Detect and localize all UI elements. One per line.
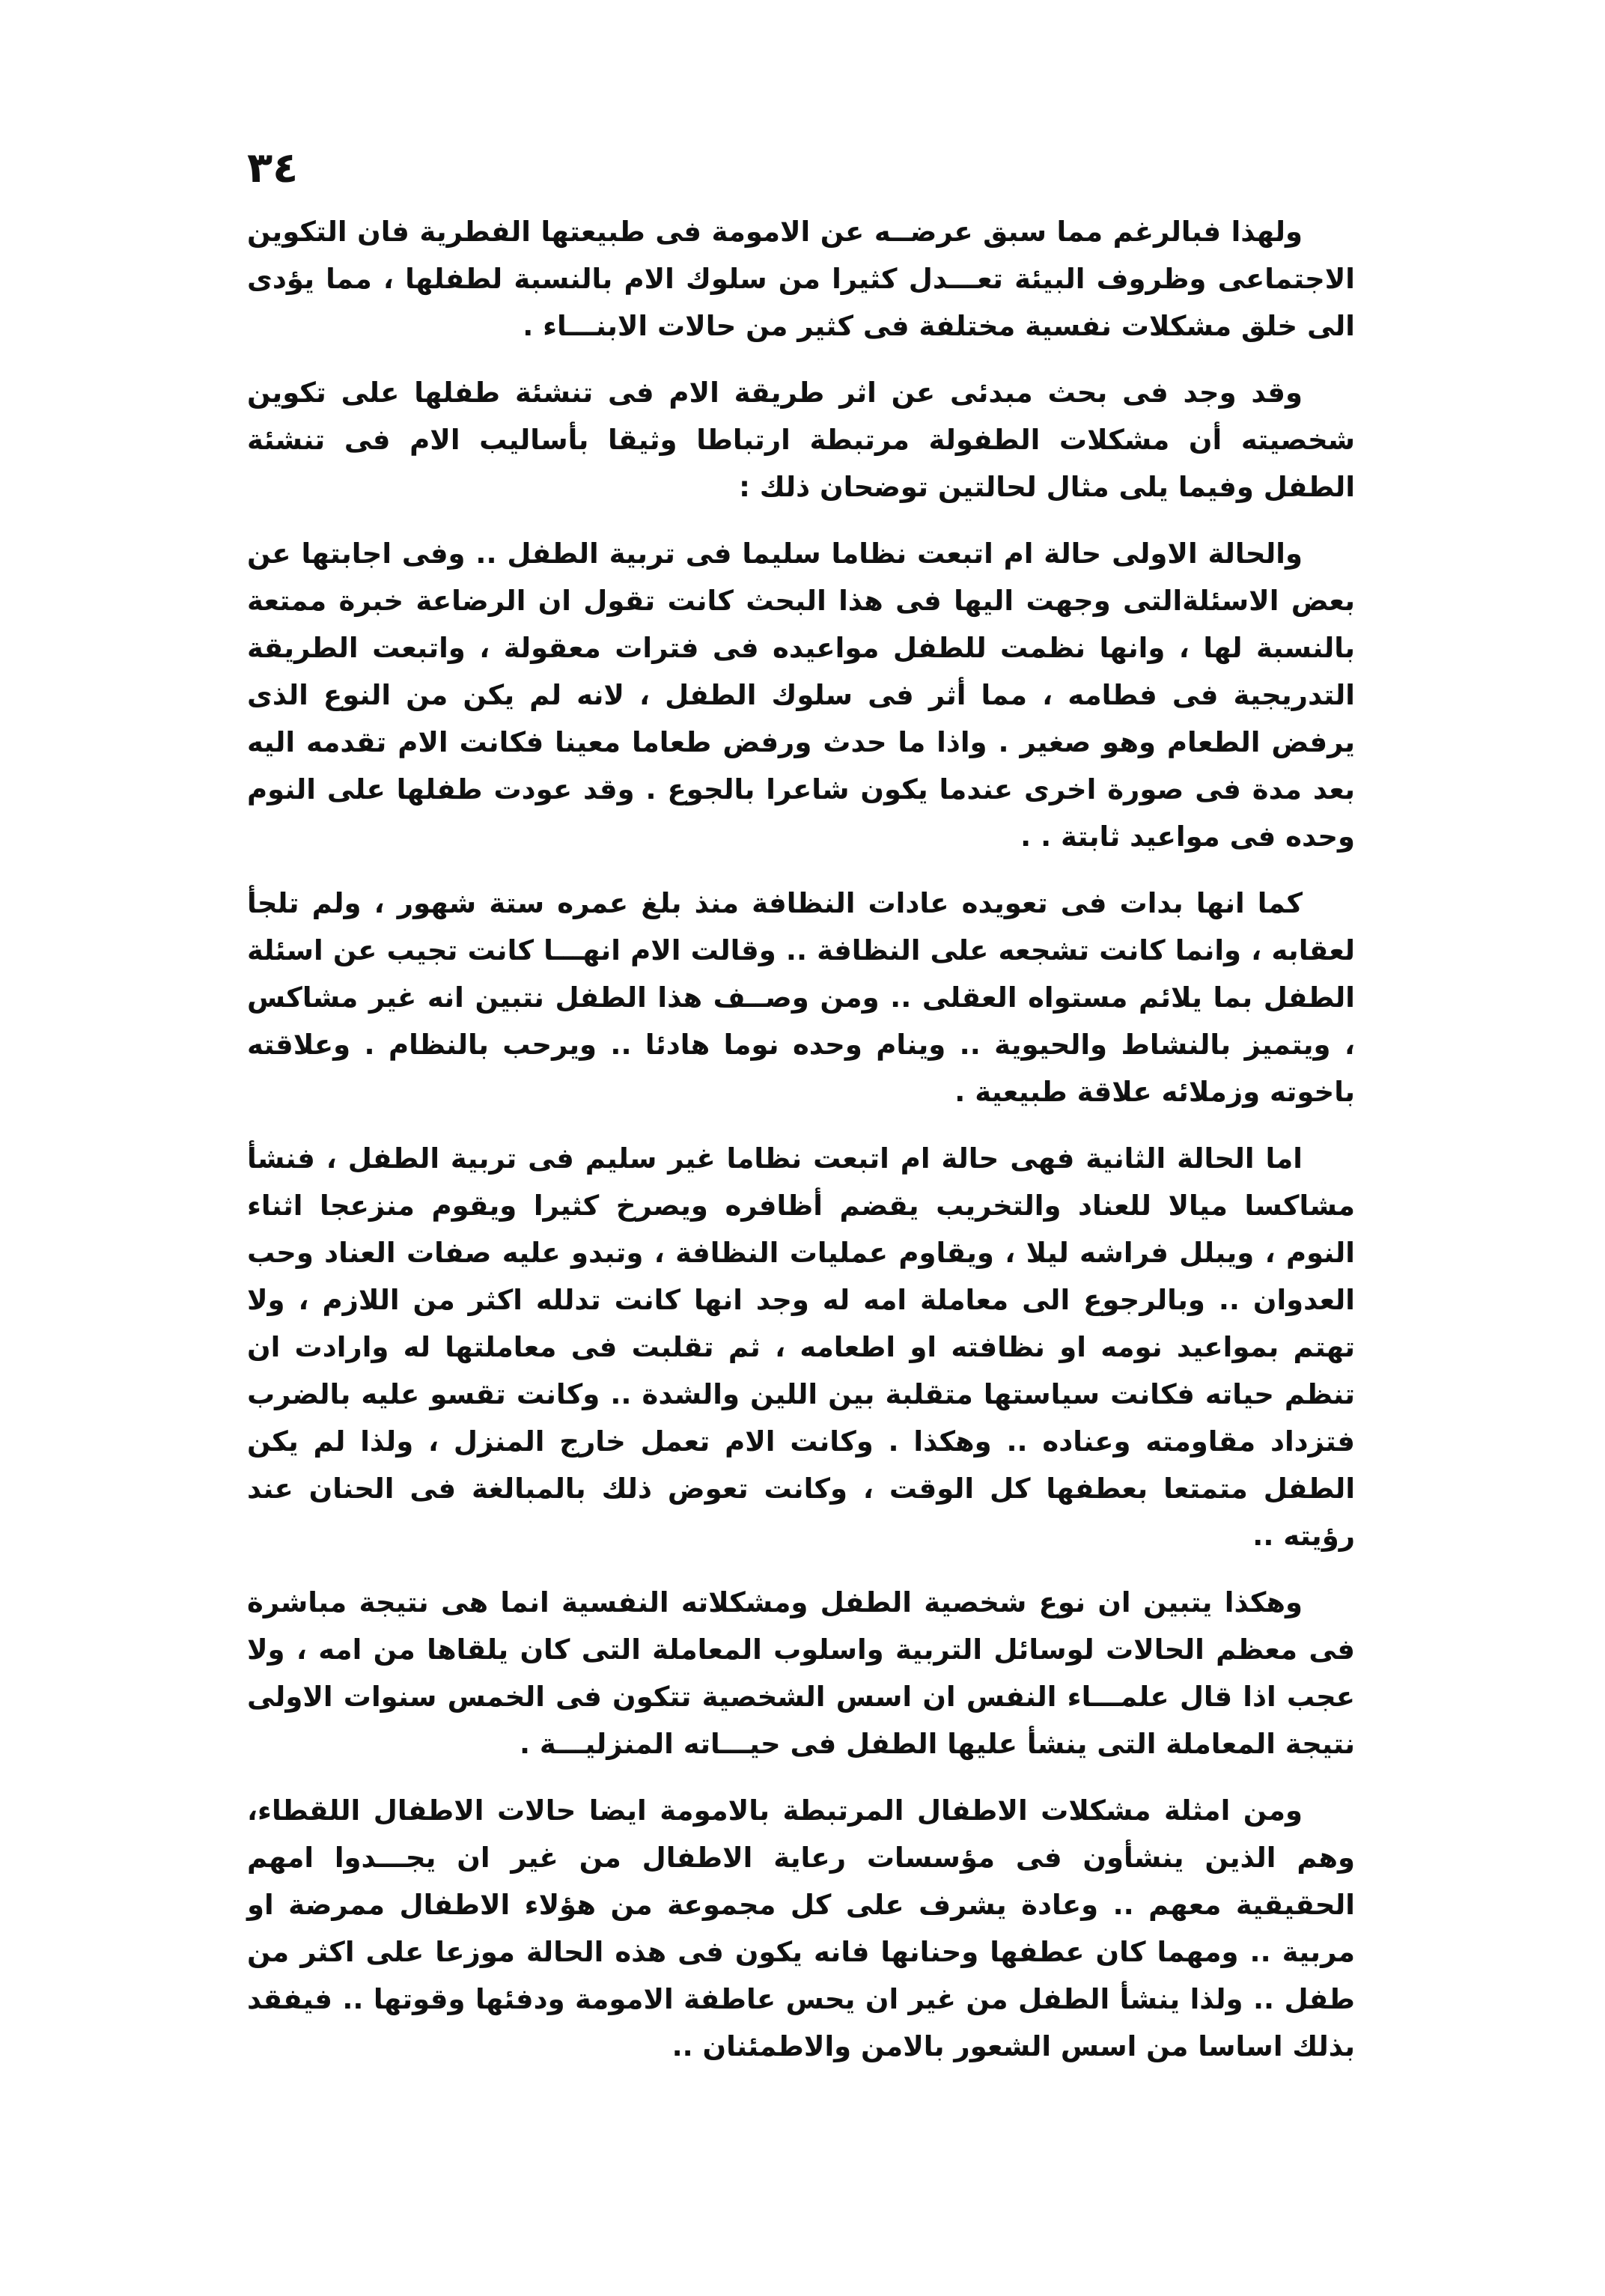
- paragraph-7: ومن امثلة مشكلات الاطفال المرتبطة بالامومة ايضا حالات الاطفال اللقطاء، وهم الذين ينشأون فى مؤسسات رعاية الاطفال من غير ان يجـــدوا امهم الحقيقية معهم .. وعادة يشرف على كل مجموعة من هؤلاء الاطفال ممرضة او مربية .. ومهما كان عطفها وحنانها فانه يكون فى هذه الحالة موزعا على اكثر من طفل .. ولذا ينشأ الطفل من غير ان يحس عاطفة الامومة ودفئها وقوتها .. فيفقد بذلك اساسا من اسس الشعور بالامن والاطمئنان ..: [247, 1794, 1355, 2062]
- paragraph-2: وقد وجد فى بحث مبدئى عن اثر طريقة الام فى تنشئة طفلها على تكوين شخصيته أن مشكلات الطفولة مرتبطة ارتباطا وثيقا بأساليب الام فى تنشئة الطفل وفيما يلى مثال لحالتين توضحان ذلك :: [247, 377, 1355, 503]
- book-page: [247, 142, 1355, 2208]
- paragraph-1: ولهذا فبالرغم مما سبق عرضــه عن الامومة فى طبيعتها الفطرية فان التكوين الاجتماعى وظروف البيئة تعـــدل كثيرا من سلوك الام بالنسبة لطفلها ، مما يؤدى الى خلق مشكلات نفسية مختلفة فى كثير من حالات الابنـــاء .: [247, 216, 1355, 342]
- paragraph-4: كما انها بدات فى تعويده عادات النظافة منذ بلغ عمره ستة شهور ، ولم تلجأ لعقابه ، وانما كانت تشجعه على النظافة .. وقالت الام انهـــا كانت تجيب عن اسئلة الطفل بما يلائم مستواه العقلى .. ومن وصــف هذا الطفل نتبين انه غير مشاكس ، ويتميز بالنشاط والحيوية .. وينام وحده نوما هادئا .. ويرحب بالنظام . وعلاقته باخوته وزملائه علاقة طبيعية .: [247, 887, 1355, 1108]
- paragraph-3: والحالة الاولى حالة ام اتبعت نظاما سليما فى تربية الطفل .. وفى اجابتها عن بعض الاسئلةالتى وجهت اليها فى هذا البحث كانت تقول ان الرضاعة خبرة ممتعة بالنسبة لها ، وانها نظمت للطفل مواعيده فى فترات معقولة ، واتبعت الطريقة التدريجية فى فطامه ، مما أثر فى سلوك الطفل ، لانه لم يكن من النوع الذى يرفض الطعام وهو صغير . واذا ما حدث ورفض طعاما معينا فكانت الام تقدمه اليه بعد مدة فى صورة اخرى عندما يكون شاعرا بالجوع . وقد عودت طفلها على النوم وحده فى مواعيد ثابتة . .: [247, 538, 1355, 853]
- page-number: ٣٤: [247, 144, 299, 192]
- paragraph-6: وهكذا يتبين ان نوع شخصية الطفل ومشكلاته النفسية انما هى نتيجة مباشرة فى معظم الحالات لوسائل التربية واسلوب المعاملة التى كان يلقاها من امه ، ولا عجب اذا قال علمـــاء النفس ان اسس الشخصية تتكون فى الخمس سنوات الاولى نتيجة المعاملة التى ينشأ عليها الطفل فى حيـــاته المنزليـــة .: [247, 1586, 1355, 1760]
- paragraph-5: اما الحالة الثانية فهى حالة ام اتبعت نظاما غير سليم فى تربية الطفل ، فنشأ مشاكسا ميالا للعناد والتخريب يقضم أظافره ويصرخ كثيرا ويقوم منزعجا اثناء النوم ، ويبلل فراشه ليلا ، ويقاوم عمليات النظافة ، وتبدو عليه صفات العناد وحب العدوان .. وبالرجوع الى معاملة امه له وجد انها كانت تدلله اكثر من اللازم ، ولا تهتم بمواعيد نومه او نظافته او اطعامه ، ثم تقلبت فى معاملتها له وارادت ان تنظم حياته فكانت سياستها متقلبة بين اللين والشدة .. وكانت تقسو عليه بالضرب فتزداد مقاومته وعناده .. وهكذا . وكانت الام تعمل خارج المنزل ، ولذا لم يكن الطفل متمتعا بعطفها كل الوقت ، وكانت تعوض ذلك بالمبالغة فى الحنان عند رؤيته ..: [247, 1142, 1355, 1552]
